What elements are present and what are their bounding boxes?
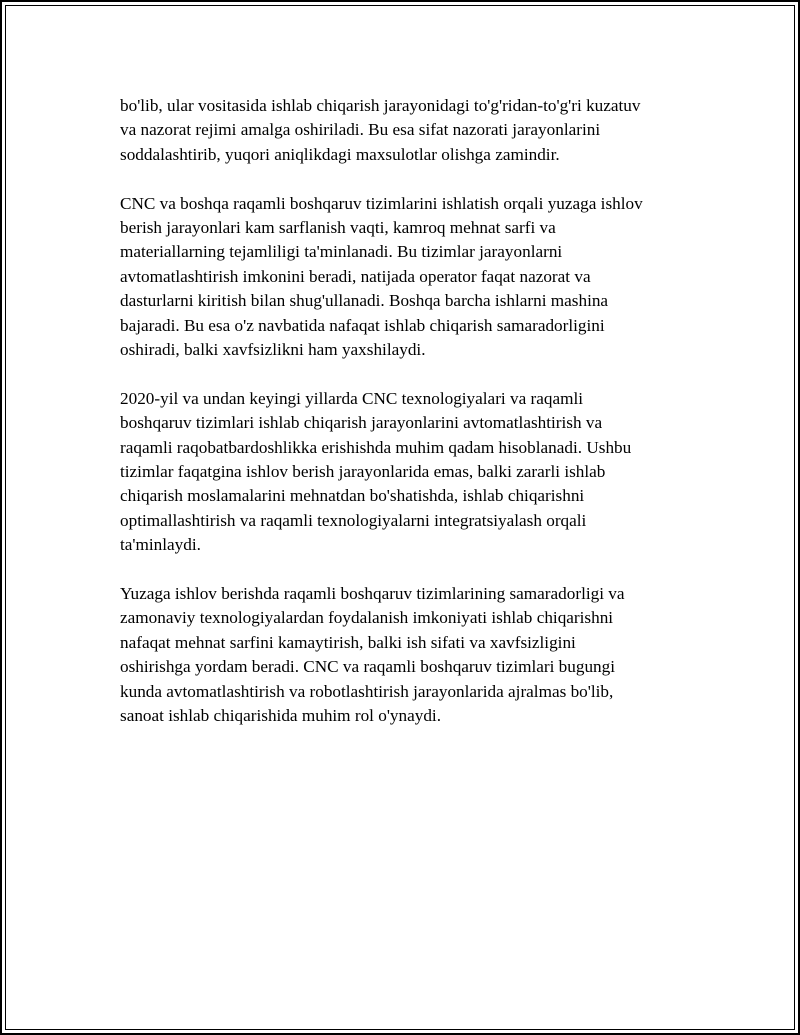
paragraph-3: 2020-yil va undan keyingi yillarda CNC texnologiyalari va raqamli boshqaruv tizimlari ishlab chiqarish jarayonlarini avtomatlashtirish va raqamli raqobatbardoshlikka erishishda muhim qadam hisoblanadi. Ushbu tizimlar faqatgina ishlov berish jarayonlarida emas, balki zararli ishlab chiqarish moslamalarini mehnatdan bo'shatishda, ishlab chiqarishni optimallashtirish va raqamli texnologiyalarni integratsiyalash orqali ta'minlaydi. xyxy=(120,388,632,555)
paragraph-1: bo'lib, ular vositasida ishlab chiqarish jarayonidagi to'g'ridan-to'g'ri kuzatuv va nazorat rejimi amalga oshiriladi. Bu esa sifat nazorati jarayonlarini soddalashtirib, yuqori aniqlikdagi maxsulotlar olishga zamindir. xyxy=(120,96,641,164)
paragraph-2: CNC va boshqa raqamli boshqaruv tizimlarini ishlatish orqali yuzaga ishlov berish jarayonlari kam sarflanish vaqti, kamroq mehnat sarfi va materiallarning tejamliligi ta'minlanadi. Bu tizimlar jarayonlarni avtomatlashtirish imkonini beradi, natijada operator faqat nazorat va dasturlarni kiritish bilan shug'ullanadi. Boshqa barcha ishlarni mashina bajaradi. Bu esa o'z navbatida nafaqat ishlab chiqarish samaradorligini oshiradi, balki xavfsizlikni ham yaxshilaydi. xyxy=(120,193,643,360)
document-body xyxy=(120,94,690,753)
paragraph-4: Yuzaga ishlov berishda raqamli boshqaruv tizimlarining samaradorligi va zamonaviy texnologiyalardan foydalanish imkoniyati ishlab chiqarishni nafaqat mehnat sarfini kamaytirish, balki ish sifati va xavfsizligini oshirishga yordam beradi. CNC va raqamli boshqaruv tizimlari bugungi kunda avtomatlashtirish va robotlashtirish jarayonlarida ajralmas bo'lib, sanoat ishlab chiqarishida muhim rol o'ynaydi. xyxy=(120,584,625,726)
